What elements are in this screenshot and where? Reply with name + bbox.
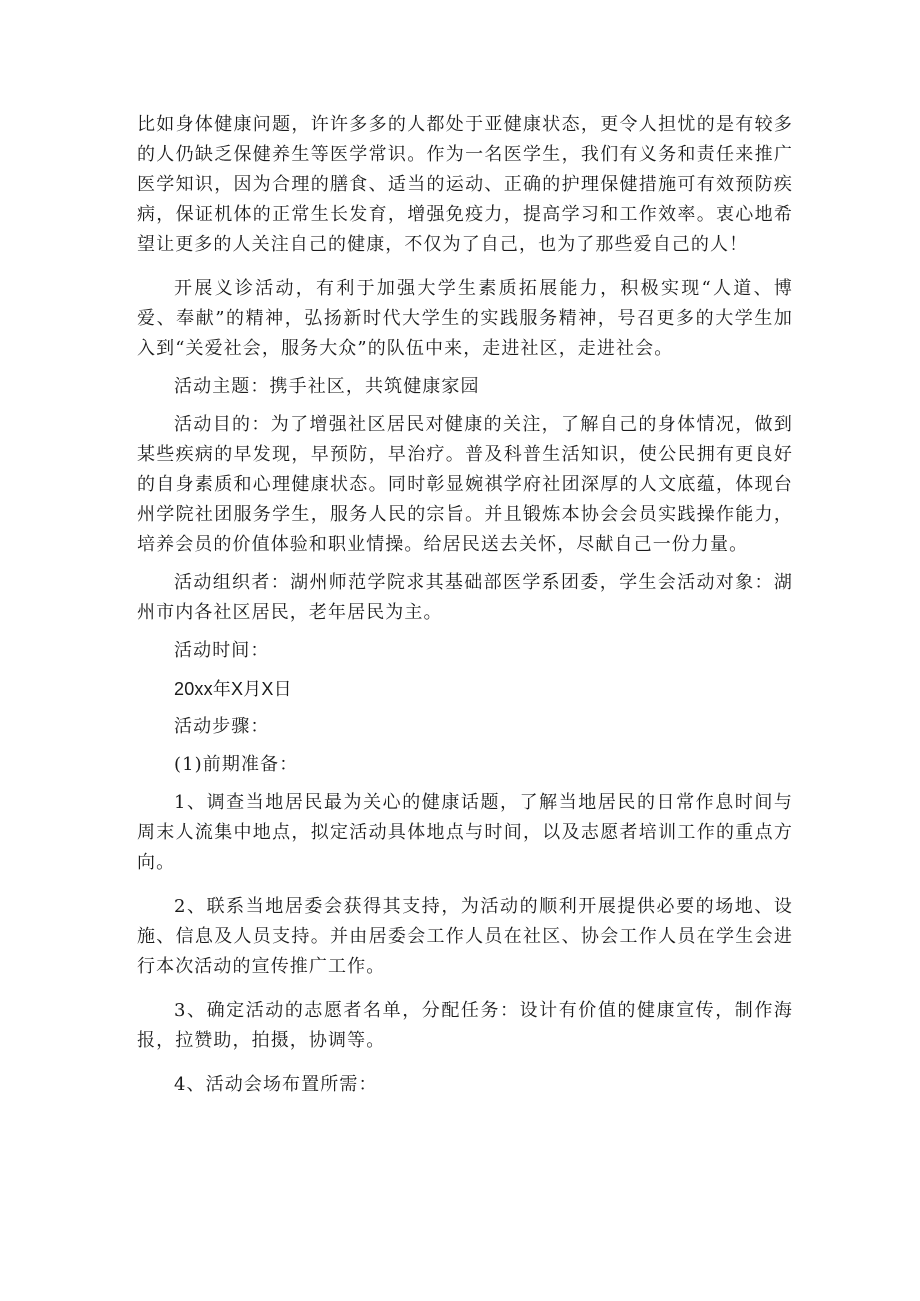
step-item-3: 3、确定活动的志愿者名单，分配任务：设计有价值的健康宣传，制作海报，拉赞助，拍摄，协调等。 <box>137 1000 793 1051</box>
activity-steps-label: 活动步骤： <box>174 716 270 737</box>
step-preparation-heading: (1)前期准备： <box>174 754 299 775</box>
activity-time-label: 活动时间： <box>174 640 270 661</box>
activity-date: 20xx年X月X日 <box>174 679 292 699</box>
document-page <box>137 110 793 1100</box>
paragraph-clinic-purpose: 开展义诊活动，有利于加强大学生素质拓展能力，积极实现“人道、博爱、奉献”的精神，弘扬新时代大学生的实践服务精神，号召更多的大学生加入到“关爱社会，服务大众”的队伍中来，走进社区，走进社会。 <box>137 278 793 359</box>
step-item-1: 1、调查当地居民最为关心的健康话题，了解当地居民的日常作息时间与周末人流集中地点，拟定活动具体地点与时间，以及志愿者培训工作的重点方向。 <box>137 792 793 873</box>
paragraph-health-issues: 比如身体健康问题，许许多多的人都处于亚健康状态，更令人担忧的是有较多的人仍缺乏保健养生等医学常识。作为一名医学生，我们有义务和责任来推广医学知识，因为合理的膳食、适当的运动、正确的护理保健措施可有效预防疾病，保证机体的正常生长发育，增强免疫力，提高学习和工作效率。衷心地希望让更多的人关注自己的健康，不仅为了自己，也为了那些爱自己的人！ <box>137 114 793 255</box>
activity-goal: 活动目的：为了增强社区居民对健康的关注，了解自己的身体情况，做到某些疾病的早发现，早预防，早治疗。普及科普生活知识，使公民拥有更良好的自身素质和心理健康状态。同时彰显婉祺学府社团深厚的人文底蕴，体现台州学院社团服务学生，服务人民的宗旨。并且锻炼本协会会员实践操作能力，培养会员的价值体验和职业情操。给居民送去关怀，尽献自己一份力量。 <box>137 414 793 555</box>
step-item-4: 4、活动会场布置所需： <box>174 1074 378 1095</box>
step-item-2: 2、联系当地居委会获得其支持，为活动的顺利开展提供必要的场地、设施、信息及人员支持。并由居委会工作人员在社区、协会工作人员在学生会进行本次活动的宣传推广工作。 <box>137 896 793 977</box>
activity-organizer: 活动组织者：湖州师范学院求其基础部医学系团委，学生会活动对象：湖州市内各社区居民，老年居民为主。 <box>137 572 793 623</box>
activity-theme: 活动主题：携手社区，共筑健康家园 <box>174 376 480 397</box>
